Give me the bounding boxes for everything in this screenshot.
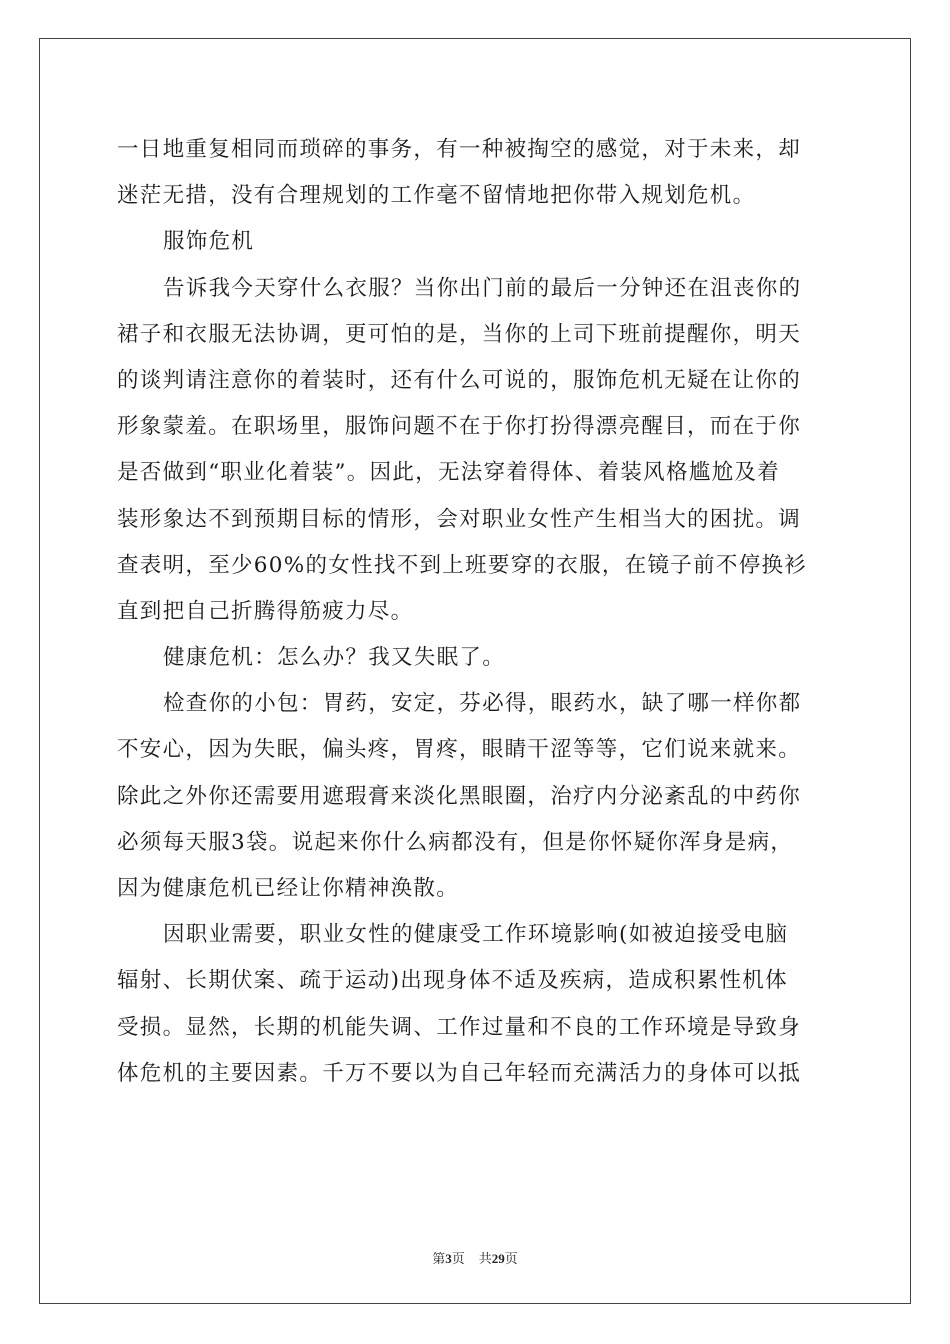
document-body — [117, 127, 831, 1097]
text-line: 体危机的主要因素。千万不要以为自己年轻而充满活力的身体可以抵 — [117, 1060, 802, 1086]
text-line: 迷茫无措，没有合理规划的工作毫不留情地把你带入规划危机。 — [117, 183, 756, 209]
page-number-suffix: 页 — [451, 1251, 465, 1266]
text-line: 除此之外你还需要用遮瑕膏来淡化黑眼圈，治疗内分泌紊乱的中药你 — [117, 783, 802, 809]
text-line: 辐射、长期伏案、疏于运动)出现身体不适及疾病，造成积累性机体 — [117, 968, 788, 994]
text-line: 不安心，因为失眠，偏头疼，胃疼，眼睛干涩等等，它们说来就来。 — [117, 737, 802, 763]
page-footer — [0, 1248, 950, 1267]
text-line: 装形象达不到预期目标的情形，会对职业女性产生相当大的困扰。调 — [117, 506, 802, 532]
text-line: 健康危机：怎么办？我又失眠了。 — [163, 645, 506, 671]
current-page-number: 3 — [445, 1251, 452, 1266]
text-line: 服饰危机 — [163, 229, 255, 255]
text-line: 形象蒙羞。在职场里，服饰问题不在于你打扮得漂亮醒目，而在于你 — [117, 414, 802, 440]
text-line: 因为健康危机已经让你精神涣散。 — [117, 876, 460, 901]
text-line: 因职业需要，职业女性的健康受工作环境影响(如被迫接受电脑 — [163, 922, 789, 948]
text-line: 受损。显然，长期的机能失调、工作过量和不良的工作环境是导致身 — [117, 1014, 802, 1040]
total-pages-prefix: 共 — [478, 1251, 492, 1266]
text-line: 检查你的小包：胃药，安定，芬必得，眼药水，缺了哪一样你都 — [163, 691, 802, 717]
text-line: 告诉我今天穿什么衣服？当你出门前的最后一分钟还在沮丧你的 — [163, 275, 802, 301]
text-line: 的谈判请注意你的着装时，还有什么可说的，服饰危机无疑在让你的 — [117, 367, 802, 393]
text-line: 裙子和衣服无法协调，更可怕的是，当你的上司下班前提醒你，明天 — [117, 321, 802, 347]
text-line: 必须每天服3袋。说起来你什么病都没有，但是你怀疑你浑身是病， — [117, 829, 794, 855]
total-pages-suffix: 页 — [504, 1251, 518, 1266]
page-number-prefix: 第 — [432, 1251, 446, 1266]
text-line: 查表明，至少60%的女性找不到上班要穿的衣服，在镜子前不停换衫 — [117, 552, 808, 578]
total-page-count: 29 — [491, 1251, 505, 1266]
text-line: 直到把自己折腾得筋疲力尽。 — [117, 598, 414, 624]
text-line: 一日地重复相同而琐碎的事务，有一种被掏空的感觉，对于未来，却 — [117, 137, 802, 162]
text-line: 是否做到“职业化着装”。因此，无法穿着得体、着装风格尴尬及着 — [117, 460, 780, 486]
